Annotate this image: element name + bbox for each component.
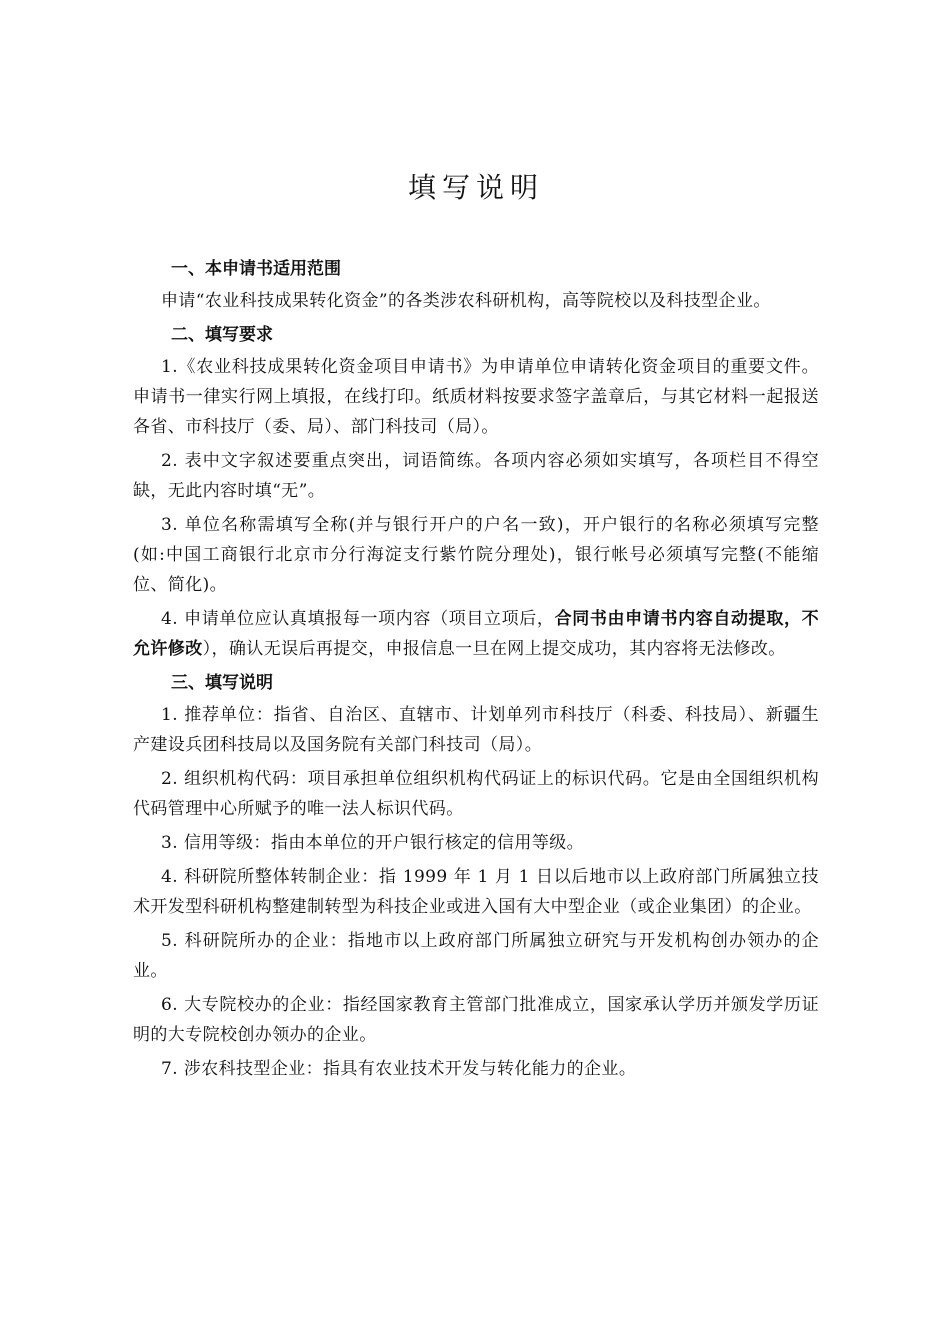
paragraph: 6. 大专院校办的企业：指经国家教育主管部门批准成立，国家承认学历并颁发学历证明的大专院校创办领办的企业。 (133, 995, 819, 1045)
section-heading-requirements: 二、填写要求 (171, 325, 273, 345)
bold-emphasis: 合同书由申请书内容自动提取，不允许修改 (133, 609, 820, 659)
paragraph: 7. 涉农科技型企业：指具有农业技术开发与转化能力的企业。 (161, 1059, 637, 1079)
paragraph: 3. 信用等级：指由本单位的开户银行核定的信用等级。 (161, 833, 585, 853)
paragraph: 2. 表中文字叙述要重点突出，词语简练。各项内容必须如实填写，各项栏目不得空缺，无此内容时填“无”。 (133, 451, 819, 501)
document-page (133, 168, 819, 1088)
paragraph: 4. 科研院所整体转制企业：指 1999 年 1 月 1 日以后地市以上政府部门所属独立技术开发型科研机构整建制转型为科技企业或进入国有大中型企业（或企业集团）的企业。 (133, 867, 819, 917)
page-title: 填写说明 (407, 171, 544, 204)
paragraph: 2. 组织机构代码：项目承担单位组织机构代码证上的标识代码。它是由全国组织机构代码管理中心所赋予的唯一法人标识代码。 (133, 769, 819, 819)
paragraph: 5. 科研院所办的企业：指地市以上政府部门所属独立研究与开发机构创办领办的企业。 (133, 931, 819, 981)
paragraph-with-bold (133, 604, 819, 664)
paragraph: 1. 推荐单位：指省、自治区、直辖市、计划单列市科技厅（科委、科技局）、新疆生产建设兵团科技局以及国务院有关部门科技司（局）。 (133, 705, 819, 755)
paragraph-text: 4. 申请单位应认真填报每一项内容（项目立项后， (161, 609, 555, 629)
paragraph: 申请“农业科技成果转化资金”的各类涉农科研机构，高等院校以及科技型企业。 (161, 291, 771, 311)
paragraph-text: ），确认无误后再提交，申报信息一旦在网上提交成功，其内容将无法修改。 (202, 639, 786, 659)
section-heading-instructions: 三、填写说明 (171, 673, 273, 693)
paragraph: 3. 单位名称需填写全称(并与银行开户的户名一致)，开户银行的名称必须填写完整(如:中国工商银行北京市分行海淀支行紫竹院分理处)，银行帐号必须填写完整(不能缩位、简化)。 (133, 515, 819, 595)
paragraph: 1.《农业科技成果转化资金项目申请书》为申请单位申请转化资金项目的重要文件。申请书一律实行网上填报，在线打印。纸质材料按要求签字盖章后，与其它材料一起报送各省、市科技厅（委、局）、部门科技司（局）。 (133, 357, 819, 437)
section-heading-scope: 一、本申请书适用范围 (171, 259, 341, 279)
